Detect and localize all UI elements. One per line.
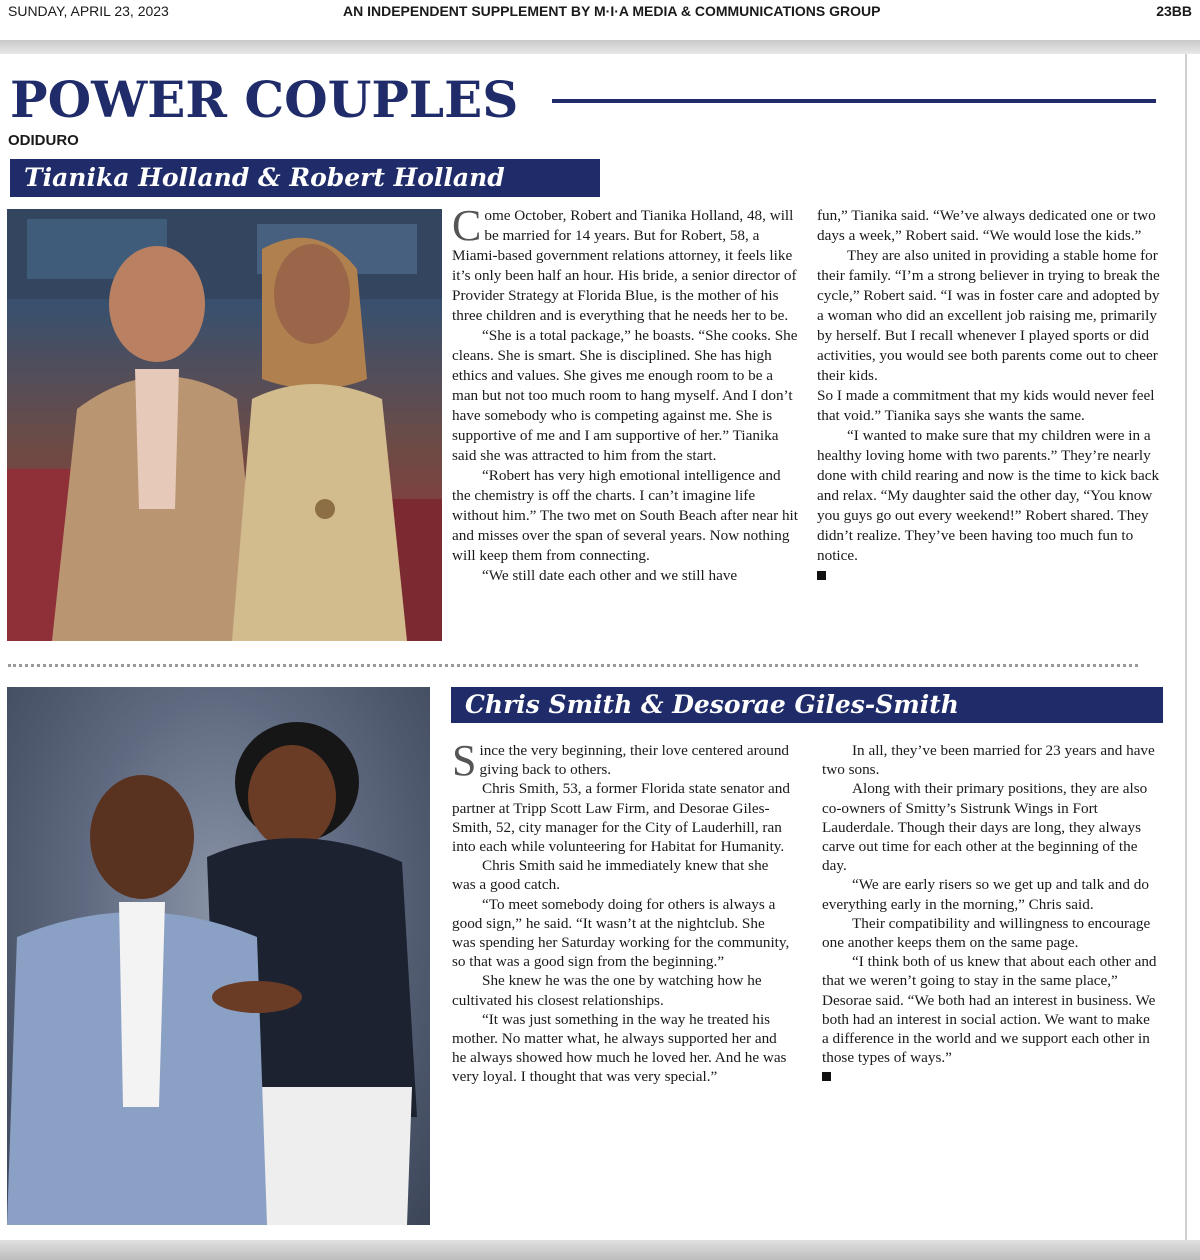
paragraph: fun,” Tianika said. “We’ve always dedicated one or two days a week,” Robert said. “We would lose the kids.” (817, 207, 1156, 244)
couple-2-article-column-2 (822, 741, 1158, 1087)
paragraph: “We are early risers so we get up and talk and do everything early in the morning,” Chris said. (822, 876, 1149, 913)
paragraph: Their compatibility and willingness to encourage one another keeps them on the same page. (822, 914, 1151, 952)
supplement-line: AN INDEPENDENT SUPPLEMENT BY M·I·A MEDIA & COMMUNICATIONS GROUP (343, 3, 881, 19)
paragraph: They are also united in providing a stable home for their family. “I’m a strong believer in trying to break the cycle,” Robert said. “I was in foster care and adopted by a woman who did an excellent job raising me, primarily by herself. But I recall whenever I played sports or did activities, you would see both parents come out to cheer their kids. (817, 247, 1160, 384)
paragraph: ome October, Robert and Tianika Holland, 48, will be married for 14 years. But for Robert, 58, a Miami-based government relations attorney, it feels like it’s only been half an hour. His bride, a senior director of Provider Strategy at Florida Blue, is the mother of his three children and is everything that he needs her to be. (452, 207, 797, 324)
paragraph: “I wanted to make sure that my children were in a healthy loving home with two parents.” They’re nearly done with child rearing and now is the time to kick back and relax. “My daughter said the other day, “You know you guys go out every weekend!” Robert shared. They didn’t realize. They’ve been having too much fun to notice. (817, 427, 1160, 564)
paragraph: Chris Smith, 53, a former Florida state senator and partner at Tripp Scott Law Firm, and Desorae Giles-Smith, 52, city manager for the City of Lauderhill, ran into each while volunteering for Habitat for Humanity. (452, 780, 790, 856)
couple-2-photo (7, 687, 430, 1225)
paragraph: “I think both of us knew that about each other and that we weren’t going to stay in the same place,” Desorae said. “We both had an interest in business. We both had an interest in social action. We want to make a difference in the world and we support each other in those types of ways.” (822, 953, 1157, 1067)
couple-2-name-banner: Chris Smith & Desorae Giles-Smith (451, 687, 1163, 723)
couple-1-name-banner: Tianika Holland & Robert Holland (10, 159, 600, 197)
page-header (0, 0, 1200, 24)
paragraph: “To meet somebody doing for others is always a good sign,” he said. “It wasn’t at the nightclub. She was spending her Saturday working for the community, so that was a good sign from the beginning.” (452, 895, 790, 971)
page-number: 23BB (1156, 3, 1192, 19)
drop-cap: S (452, 736, 477, 785)
paragraph: “She is a total package,” he boasts. “She cooks. She cleans. She is smart. She is disciplined. She has high ethics and values. She gives me enough room to be a man but not too much room to hang myself. And I don’t have somebody who is competing against me. She is supportive of me and I am supportive of her.” Tianika said she was attracted to him from the start. (452, 327, 798, 464)
drop-cap: C (452, 201, 482, 250)
top-band (0, 40, 1200, 54)
byline: ODIDURO (8, 132, 79, 149)
paragraph: She knew he was the one by watching how he cultivated his closest relationships. (452, 972, 762, 1009)
couple-1-photo (7, 209, 442, 641)
end-mark (822, 1072, 831, 1081)
couple-1-article-column-2 (817, 206, 1165, 586)
right-margin-line (1185, 54, 1187, 1240)
paragraph: “Robert has very high emotional intelligence and the chemistry is off the charts. I can’t imagine life without him.” The two met on South Beach after near hit and misses over the span of several years. Now nothing will keep them from connecting. (452, 467, 798, 564)
paragraph: Along with their primary positions, they are also co-owners of Smitty’s Sistrunk Wings in Fort Lauderdale. Though their days are long, they always carve out time for each other at the beginning of the day. (822, 780, 1148, 875)
paragraph: “We still date each other and we still have (482, 567, 738, 584)
paragraph: In all, they’ve been married for 23 years and have two sons. (822, 742, 1155, 779)
issue-date: SUNDAY, APRIL 23, 2023 (8, 3, 169, 19)
bottom-band (0, 1240, 1200, 1260)
couple-1-article-column-1 (452, 201, 798, 586)
paragraph: Chris Smith said he immediately knew that she was a good catch. (452, 857, 769, 894)
end-mark (817, 571, 826, 580)
section-title: POWER COUPLES (10, 70, 519, 129)
couple-2-article-column-1 (452, 736, 792, 1087)
paragraph: “It was just something in the way he treated his mother. No matter what, he always supported her and he always showed how much he loved her. And he was very loyal. I thought that was very special.” (452, 1010, 787, 1086)
couple-2-photo-illustration (7, 687, 430, 1225)
paragraph: ince the very beginning, their love centered around giving back to others. (479, 742, 790, 779)
title-rule (552, 99, 1156, 103)
couple-1-photo-illustration (7, 209, 442, 641)
dotted-divider (8, 664, 1138, 667)
paragraph: So I made a commitment that my kids would never feel that void.” Tianika says she wants the same. (817, 387, 1155, 424)
